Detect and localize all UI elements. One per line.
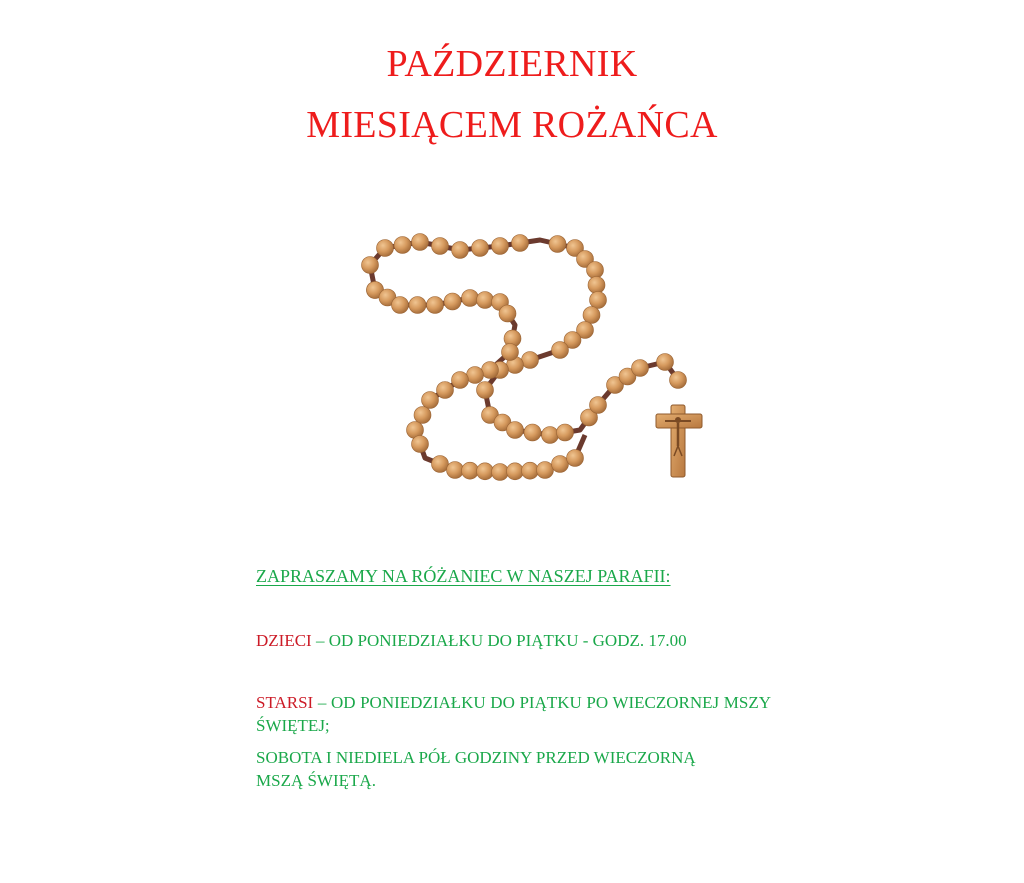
rosary-bead (492, 464, 509, 481)
rosary-bead (412, 436, 429, 453)
rosary-bead (537, 462, 554, 479)
rosary-bead (499, 305, 516, 322)
children-label: DZIECI (256, 631, 312, 650)
rosary-bead (587, 262, 604, 279)
rosary-bead (414, 407, 431, 424)
rosary-bead (507, 422, 524, 439)
rosary-bead (412, 234, 429, 251)
rosary-bead (522, 462, 539, 479)
rosary-bead (590, 292, 607, 309)
rosary-bead (557, 424, 574, 441)
rosary-bead (507, 463, 524, 480)
rosary-bead (524, 424, 541, 441)
children-text: – OD PONIEDZIAŁKU DO PIĄTKU - GODZ. 17.00 (311, 631, 687, 650)
rosary-image (340, 190, 730, 520)
rosary-bead (477, 463, 494, 480)
adults-text: – OD PONIEDZIAŁKU DO PIĄTKU PO WIECZORNEJ MSZY ŚWIĘTEJ; (256, 693, 771, 735)
rosary-bead (552, 456, 569, 473)
rosary-bead (482, 362, 499, 379)
page-title-line-2: MIESIĄCEM ROŻAŃCA (306, 104, 718, 146)
rosary-bead (502, 344, 519, 361)
rosary-bead (512, 235, 529, 252)
rosary-bead (452, 242, 469, 259)
adults-schedule (256, 691, 771, 737)
rosary-bead (467, 367, 484, 384)
rosary-bead (670, 372, 687, 389)
page-title-line-1: PAŹDZIERNIK (386, 43, 638, 85)
rosary-beads (362, 234, 687, 481)
crucifix-icon (656, 405, 702, 477)
rosary-bead (447, 462, 464, 479)
rosary-bead (422, 392, 439, 409)
rosary-bead (492, 238, 509, 255)
rosary-bead (657, 354, 674, 371)
rosary-bead (394, 237, 411, 254)
rosary-bead (549, 236, 566, 253)
rosary-bead (472, 240, 489, 257)
adults-label: STARSI (256, 693, 314, 712)
rosary-bead (583, 307, 600, 324)
rosary-bead (477, 292, 494, 309)
rosary-bead (444, 293, 461, 310)
rosary-bead (477, 382, 494, 399)
rosary-bead (588, 277, 605, 294)
rosary-bead (522, 352, 539, 369)
rosary-icon (340, 190, 730, 520)
rosary-bead (437, 382, 454, 399)
children-schedule (256, 629, 771, 652)
rosary-bead (392, 297, 409, 314)
rosary-bead (462, 290, 479, 307)
rosary-bead (432, 456, 449, 473)
rosary-bead (409, 297, 426, 314)
weekend-schedule: SOBOTA I NIEDIELA PÓŁ GODZINY PRZED WIECZORNĄ MSZĄ ŚWIĘTĄ. (256, 748, 696, 790)
rosary-bead (377, 240, 394, 257)
rosary-bead (552, 342, 569, 359)
rosary-bead (462, 462, 479, 479)
rosary-bead (362, 257, 379, 274)
rosary-cord-segment (370, 240, 678, 435)
rosary-bead (590, 397, 607, 414)
invitation-heading: ZAPRASZAMY NA RÓŻANIEC W NASZEJ PARAFII: (256, 566, 671, 586)
rosary-bead (452, 372, 469, 389)
rosary-bead (632, 360, 649, 377)
rosary-bead (427, 297, 444, 314)
rosary-bead (432, 238, 449, 255)
rosary-bead (542, 427, 559, 444)
rosary-bead (567, 450, 584, 467)
